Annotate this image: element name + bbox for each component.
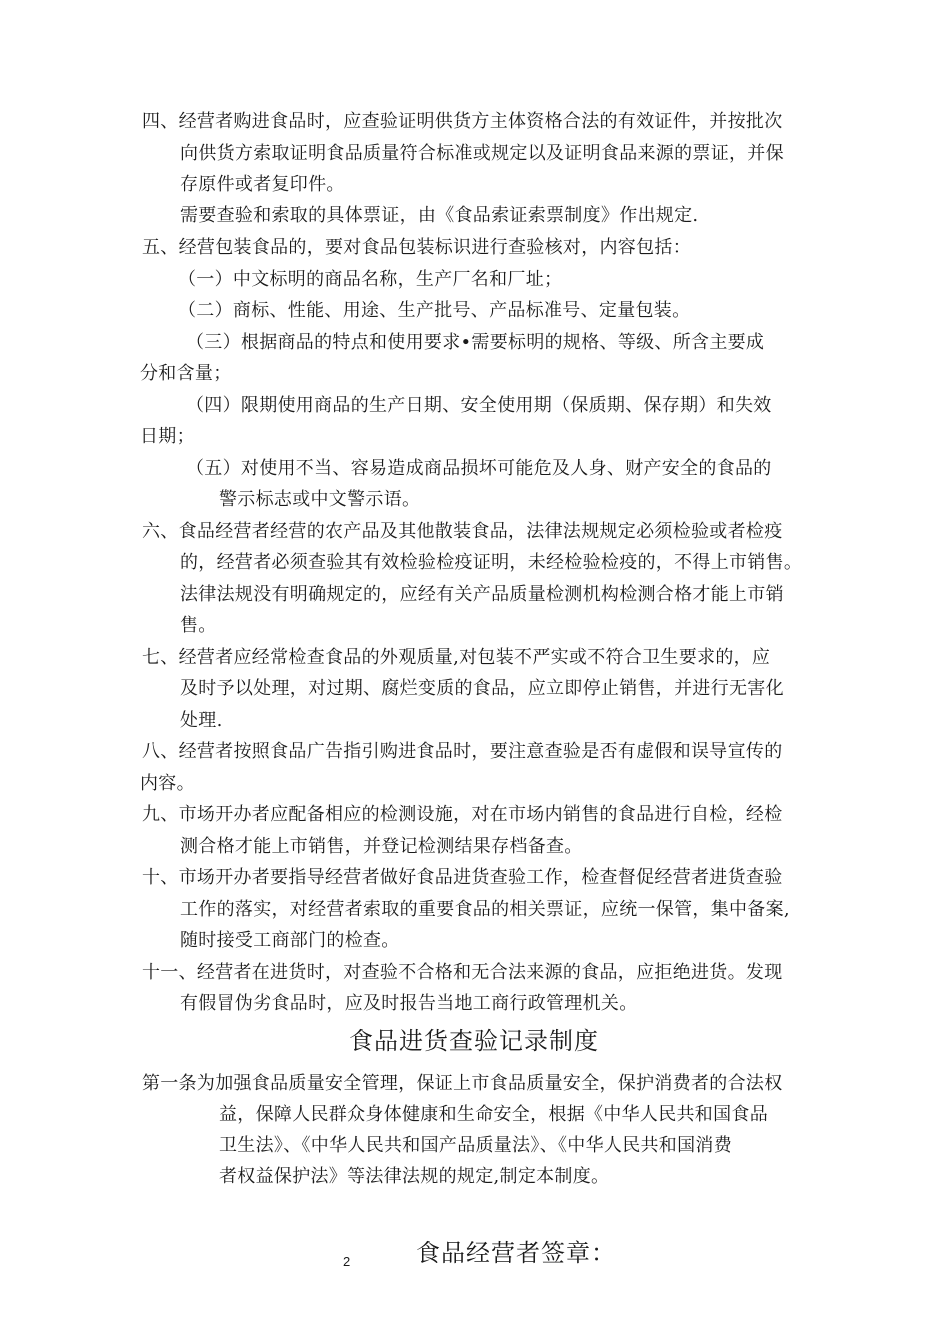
text-line: （四）限期使用商品的生产日期、安全使用期（保质期、保存期）和失效 [186,395,772,416]
text-line: 第一条为加强食品质量安全管理，保证上市食品质量安全，保护消费者的合法权 [142,1073,783,1094]
text-line: 随时接受工商部门的检查。 [180,930,400,951]
text-line: 内容。 [140,773,195,794]
section-title: 食品进货查验记录制度 [349,1027,599,1055]
text-line: 警示标志或中文警示语。 [219,489,421,510]
text-line: 需要查验和索取的具体票证，由《食品索证索票制度》作出规定. [180,205,699,226]
text-line: （二）商标、性能、用途、生产批号、产品标准号、定量包装。 [178,300,691,321]
text-line: 法律法规没有明确规定的，应经有关产品质量检测机构检测合格才能上市销 [180,584,784,605]
signature-label: 食品经营者签章： [416,1239,616,1267]
text-line: 分和含量； [140,363,232,384]
text-line: 工作的落实，对经营者索取的重要食品的相关票证，应统一保管，集中备案, [180,899,790,920]
text-line: 处理. [180,710,223,731]
text-line: 卫生法》、《中华人民共和国产品质量法》、《中华人民共和国消费 [219,1135,732,1156]
text-line: 益，保障人民群众身体健康和生命安全，根据《中华人民共和国食品 [219,1104,768,1125]
text-line: （一）中文标明的商品名称，生产厂名和厂址； [178,269,563,290]
text-line: 及时予以处理，对过期、腐烂变质的食品，应立即停止销售，并进行无害化 [180,678,784,699]
text-line: 存原件或者复印件。 [180,174,345,195]
text-line: 向供货方索取证明食品质量符合标准或规定以及证明食品来源的票证，并保 [180,143,784,164]
text-line: （五）对使用不当、容易造成商品损坏可能危及人身、财产安全的食品的 [186,458,772,479]
text-line: 日期； [140,426,195,447]
text-line: 五、经营包装食品的，要对食品包装标识进行查验核对，内容包括： [142,237,691,258]
text-line: 八、经营者按照食品广告指引购进食品时，要注意查验是否有虚假和误导宣传的 [142,741,783,762]
text-line: 六、食品经营者经营的农产品及其他散装食品，法律法规规定必须检验或者检疫 [142,521,783,542]
text-line: 七、经营者应经常检查食品的外观质量,对包装不严实或不符合卫生要求的，应 [142,647,771,668]
text-line: 十、市场开办者要指导经营者做好食品进货查验工作，检查督促经营者进货查验 [142,867,783,888]
text-line: 四、经营者购进食品时，应查验证明供货方主体资格合法的有效证件，并按批次 [142,111,783,132]
text-line: 有假冒伪劣食品时，应及时报告当地工商行政管理机关。 [180,993,638,1014]
text-line: 十一、经营者在进货时，对查验不合格和无合法来源的食品，应拒绝进货。发现 [142,962,783,983]
page-number: 2 [343,1254,351,1269]
text-line: 测合格才能上市销售，并登记检测结果存档备查。 [180,836,583,857]
text-line: （三）根据商品的特点和使用要求•需要标明的规格、等级、所含主要成 [186,332,765,353]
text-line: 售。 [180,615,217,636]
text-line: 九、市场开办者应配备相应的检测设施，对在市场内销售的食品进行自检，经检 [142,804,783,825]
text-line: 者权益保护法》等法律法规的规定,制定本制度。 [219,1166,610,1187]
text-line: 的，经营者必须查验其有效检验检疫证明，未经检验检疫的，不得上市销售。 [180,552,803,573]
